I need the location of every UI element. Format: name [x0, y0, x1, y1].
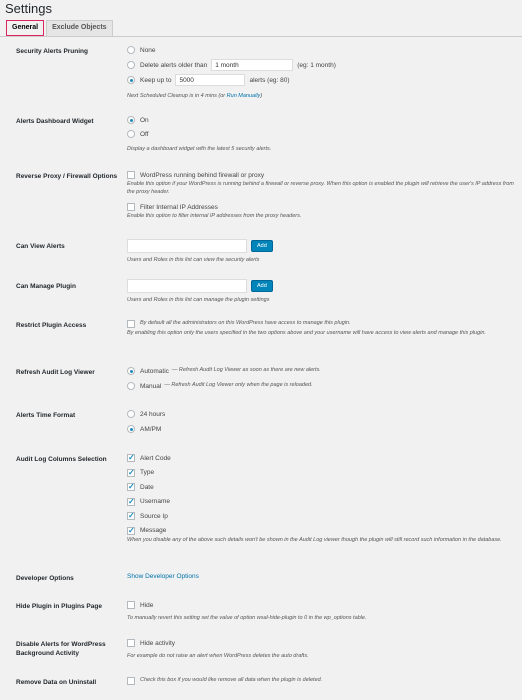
keep-hint: alerts (eg: 80) — [249, 76, 290, 84]
pruning-keep-label: Keep up to — [140, 76, 172, 84]
col-type-label: Type — [140, 469, 155, 476]
can-view-label: Can View Alerts — [16, 243, 65, 250]
pruning-keep-radio[interactable] — [127, 76, 135, 84]
delete-older-input[interactable] — [211, 59, 293, 71]
refresh-auto-label: Automatic — [140, 367, 169, 375]
proxy-desc: Enable this option if your WordPress is running behind a firewall or reverse proxy. When this option is enabled the plugin will retrieve the user's IP address from the proxy header. — [127, 181, 514, 195]
can-view-add-button[interactable]: Add — [251, 240, 273, 252]
remove-data-label: Remove Data on Uninstall — [16, 679, 97, 686]
show-developer-options-link[interactable]: Show Developer Options — [127, 573, 199, 580]
hide-plugin-label: Hide Plugin in Plugins Page — [16, 603, 102, 610]
col-alert-code-label: Alert Code — [140, 454, 171, 462]
time-ampm-radio[interactable] — [127, 425, 135, 433]
refresh-auto-radio[interactable] — [127, 367, 135, 375]
widget-on-label: On — [140, 116, 149, 124]
columns-label: Audit Log Columns Selection — [16, 456, 107, 463]
refresh-label: Refresh Audit Log Viewer — [16, 369, 95, 376]
restrict-checkbox[interactable] — [127, 320, 135, 328]
tab-divider — [0, 36, 522, 37]
can-manage-label: Can Manage Plugin — [16, 283, 76, 290]
tab-bar — [6, 20, 113, 36]
refresh-manual-label: Manual — [140, 382, 162, 390]
tab-general[interactable]: General — [6, 20, 44, 36]
pruning-none-label: None — [140, 46, 156, 54]
pruning-label: Security Alerts Pruning — [16, 48, 88, 55]
widget-desc: Display a dashboard widget with the latest 5 security alerts. — [127, 146, 272, 152]
col-alert-code-checkbox[interactable]: ✓ — [128, 453, 135, 462]
tab-exclude-objects[interactable]: Exclude Objects — [46, 20, 112, 36]
time-ampm-label: AM/PM — [140, 425, 162, 433]
can-manage-desc: Users and Roles in this list can manage the plugin settings — [127, 297, 270, 303]
widget-label: Alerts Dashboard Widget — [16, 118, 94, 125]
proxy-checkbox[interactable] — [127, 171, 135, 179]
can-manage-add-button[interactable]: Add — [251, 280, 273, 292]
disable-bg-opt: Hide activity — [140, 639, 176, 647]
restrict-label: Restrict Plugin Access — [16, 322, 87, 329]
hide-plugin-desc: To manually revert this setting set the value of option wsal-hide-plugin to 0 in the wp_options table. — [127, 615, 367, 621]
widget-on-radio[interactable] — [127, 116, 135, 124]
columns-desc: When you disable any of the above such details won't be shown in the Audit Log viewer though the plugin will still record such information in the database. — [127, 537, 502, 543]
filter-ip-desc: Enable this option to filter internal IP addresses from the proxy headers. — [127, 213, 302, 219]
run-manually-link[interactable]: Run Manually — [226, 93, 261, 99]
widget-off-label: Off — [140, 130, 149, 138]
pruning-delete-label: Delete alerts older than — [140, 61, 208, 69]
can-manage-input[interactable] — [127, 279, 247, 293]
col-message-checkbox[interactable]: ✓ — [128, 525, 135, 535]
filter-ip-checkbox[interactable] — [127, 203, 135, 211]
developer-label: Developer Options — [16, 575, 74, 582]
col-source-ip-checkbox[interactable]: ✓ — [128, 511, 135, 520]
filter-ip-label: Filter Internal IP Addresses — [140, 203, 218, 211]
restrict-desc1: By default all the administrators on this WordPress have access to manage this plugin. — [140, 320, 351, 327]
col-date-label: Date — [140, 483, 154, 491]
hide-plugin-opt: Hide — [140, 601, 154, 609]
cleanup-note: Next Scheduled Cleanup is in 4 mins (or Run Manually) — [127, 93, 263, 99]
proxy-label: Reverse Proxy / Firewall Options — [16, 173, 118, 180]
page-title: Settings — [5, 1, 52, 16]
remove-data-desc: Check this box if you would like remove all data when the plugin is deleted. — [140, 677, 323, 684]
col-username-checkbox[interactable]: ✓ — [128, 496, 135, 506]
disable-bg-checkbox[interactable] — [127, 639, 135, 647]
can-view-desc: Users and Roles in this list can view the security alerts — [127, 257, 260, 263]
col-date-checkbox[interactable]: ✓ — [128, 482, 135, 491]
delete-hint: (eg: 1 month) — [297, 61, 336, 69]
can-view-input[interactable] — [127, 239, 247, 253]
hide-plugin-checkbox[interactable] — [127, 601, 135, 609]
pruning-none-radio[interactable] — [127, 46, 135, 54]
disable-bg-desc: For example do not raise an alert when WordPress deletes the auto drafts. — [127, 653, 309, 659]
pruning-delete-radio[interactable] — [127, 61, 135, 69]
col-username-label: Username — [140, 498, 170, 505]
remove-data-checkbox[interactable] — [127, 677, 135, 685]
col-message-label: Message — [140, 527, 167, 534]
keep-up-input[interactable] — [175, 74, 245, 86]
proxy-opt-label: WordPress running behind firewall or proxy — [140, 171, 265, 179]
time-24h-label: 24 hours — [140, 410, 166, 418]
col-source-ip-label: Source Ip — [140, 512, 168, 520]
time-format-label: Alerts Time Format — [16, 412, 76, 419]
col-type-checkbox[interactable]: ✓ — [128, 467, 135, 477]
restrict-desc2: By enabling this option only the users specified in the two options above and your username will have access to view alerts and manage this plugin. — [127, 330, 486, 336]
disable-bg-label: Disable Alerts for WordPress Background Activity — [16, 641, 106, 657]
widget-off-radio[interactable] — [127, 130, 135, 138]
refresh-manual-radio[interactable] — [127, 382, 135, 390]
time-24h-radio[interactable] — [127, 410, 135, 418]
